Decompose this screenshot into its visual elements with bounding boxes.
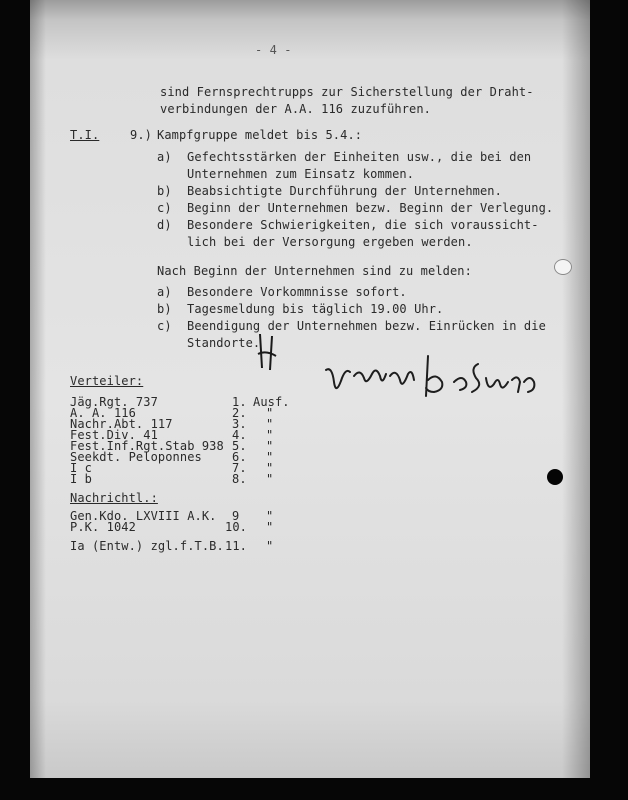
section-text: Nach Beginn der Unternehmen sind zu melden: — [157, 264, 472, 278]
point-text: Beginn der Unternehmen bezw. Beginn der Verlegung. — [187, 201, 554, 215]
paraph-mark — [252, 330, 282, 374]
point-text: Besondere Schwierigkeiten, die sich voraussicht- — [187, 218, 539, 232]
text-line: verbindungen der A.A. 116 zuzuführen. — [160, 102, 432, 116]
page-shadow-left — [30, 0, 46, 778]
page-shadow-right — [562, 0, 590, 778]
point-text: Gefechtsstärken der Einheiten usw., die bei den — [187, 150, 532, 164]
distribution-name: Seekdt. Peloponnes — [70, 450, 202, 464]
item-heading: Kampfgruppe meldet bis 5.4.: — [157, 128, 363, 142]
distribution-note: " — [266, 539, 274, 553]
distribution-name: Nachr.Abt. 117 — [70, 417, 173, 431]
point-text: lich bei der Versorgung ergeben werden. — [187, 235, 473, 249]
point-text: Beabsichtigte Durchführung der Unternehmen. — [187, 184, 502, 198]
handwritten-signature — [320, 352, 542, 408]
distribution-number: 3. — [232, 417, 247, 431]
distribution-name: Fest.Inf.Rgt.Stab 938 — [70, 439, 224, 453]
point-letter: d) — [157, 218, 172, 232]
item-number: 9.) — [130, 128, 152, 142]
distribution-name: A. A. 116 — [70, 406, 136, 420]
point-letter: b) — [157, 184, 172, 198]
point-letter: a) — [157, 150, 172, 164]
distribution-note: " — [266, 406, 274, 420]
point-text: Unternehmen zum Einsatz kommen. — [187, 167, 415, 181]
distribution-name: I c — [70, 461, 92, 475]
distribution-note: " — [266, 472, 274, 486]
margin-mark: T.I. — [70, 128, 100, 142]
distribution-number: 6. — [232, 450, 247, 464]
distribution-number: 11. — [225, 539, 247, 553]
distribution-name: Gen.Kdo. LXVIII A.K. — [70, 509, 217, 523]
distribution-note: " — [266, 461, 274, 475]
distribution-name: Ia (Entw.) zgl.f.T.B. — [70, 539, 224, 553]
point-letter: a) — [157, 285, 172, 299]
punch-hole — [554, 259, 572, 275]
distribution-number: 8. — [232, 472, 247, 486]
info-distribution-heading: Nachrichtl.: — [70, 491, 158, 505]
point-letter: b) — [157, 302, 172, 316]
distribution-number: 4. — [232, 428, 247, 442]
distribution-note: " — [266, 417, 274, 431]
text-line: sind Fernsprechtrupps zur Sicherstellung der Draht- — [160, 85, 534, 99]
punch-hole — [547, 469, 563, 485]
distribution-number: 5. — [232, 439, 247, 453]
point-text: Standorte. — [187, 336, 261, 350]
distribution-note: " — [266, 450, 274, 464]
distribution-note: " — [266, 428, 274, 442]
distribution-number: 1. — [232, 395, 247, 409]
point-letter: c) — [157, 201, 172, 215]
point-text: Beendigung der Unternehmen bezw. Einrücken in die — [187, 319, 546, 333]
point-text: Tagesmeldung bis täglich 19.00 Uhr. — [187, 302, 444, 316]
distribution-note: " — [266, 439, 274, 453]
page-number: - 4 - — [255, 43, 292, 57]
point-letter: c) — [157, 319, 172, 333]
distribution-number: 10. — [225, 520, 247, 534]
distribution-number: 7. — [232, 461, 247, 475]
distribution-note: Ausf. — [253, 395, 290, 409]
distribution-note: " — [266, 509, 274, 523]
point-text: Besondere Vorkommnisse sofort. — [187, 285, 407, 299]
distribution-name: I b — [70, 472, 92, 486]
distribution-number: 9 — [232, 509, 240, 523]
distribution-name: P.K. 1042 — [70, 520, 136, 534]
distribution-number: 2. — [232, 406, 247, 420]
distribution-note: " — [266, 520, 274, 534]
distribution-name: Fest.Div. 41 — [70, 428, 158, 442]
distribution-heading: Verteiler: — [70, 374, 144, 388]
distribution-name: Jäg.Rgt. 737 — [70, 395, 158, 409]
